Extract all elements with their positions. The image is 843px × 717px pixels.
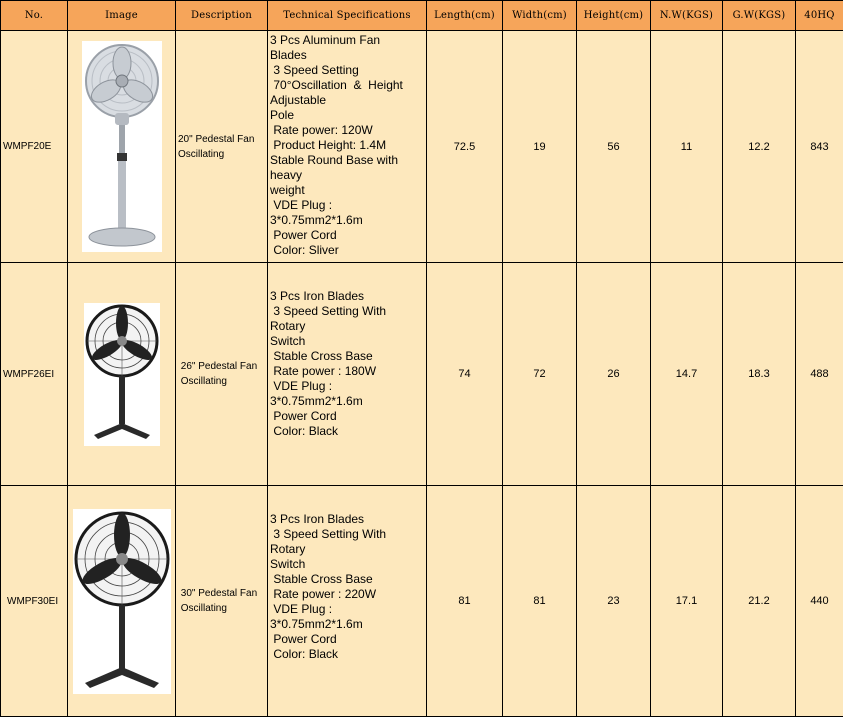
- model-cell: WMPF20E: [1, 31, 68, 263]
- header-length: Length(cm): [427, 1, 503, 31]
- black-industrial-fan-icon: [73, 509, 171, 694]
- header-row: [1, 1, 843, 31]
- header-description: Description: [176, 1, 268, 31]
- nw-cell: 17.1: [651, 486, 723, 717]
- gw-cell: 18.3: [723, 263, 796, 486]
- table-row: [1, 263, 843, 486]
- specs-cell: 3 Pcs Iron Blades 3 Speed Setting With Rotary Switch Stable Cross Base Rate power : 180W VDE Plug : 3*0.75mm2*1.6m Power Cord Color: Black: [268, 263, 427, 486]
- image-cell: [68, 486, 176, 717]
- model-cell: WMPF26EI: [1, 263, 68, 486]
- table-row: [1, 486, 843, 717]
- description-text: 20" Pedestal Fan Oscillating: [178, 134, 254, 160]
- width-cell: 81: [503, 486, 577, 717]
- header-no: No.: [1, 1, 68, 31]
- header-nw: N.W(KGS): [651, 1, 723, 31]
- height-cell: 26: [577, 263, 651, 486]
- height-cell: 23: [577, 486, 651, 717]
- black-industrial-fan-icon: [84, 303, 160, 446]
- specs-cell: 3 Pcs Aluminum Fan Blades 3 Speed Setting 70°Oscillation & Height Adjustable Pole Rate power: 120W Product Height: 1.4M Stable Round Base with heavy weight VDE Plug : 3*0.75mm2*1.6m Power Cord Color: Sliver: [268, 31, 427, 263]
- description-cell: [176, 263, 268, 486]
- hq-cell: 440: [796, 486, 843, 717]
- header-gw: G.W(KGS): [723, 1, 796, 31]
- length-cell: 81: [427, 486, 503, 717]
- table-row: [1, 31, 843, 263]
- header-height: Height(cm): [577, 1, 651, 31]
- header-image: Image: [68, 1, 176, 31]
- image-cell: [68, 31, 176, 263]
- header-40hq: 40HQ: [796, 1, 843, 31]
- specs-cell: 3 Pcs Iron Blades 3 Speed Setting With Rotary Switch Stable Cross Base Rate power : 220W VDE Plug : 3*0.75mm2*1.6m Power Cord Color: Black: [268, 486, 427, 717]
- model-cell: WMPF30EI: [1, 486, 68, 717]
- header-specs: Technical Specifications: [268, 1, 427, 31]
- hq-cell: 488: [796, 263, 843, 486]
- description-text: 30" Pedestal Fan Oscillating: [178, 588, 257, 614]
- length-cell: 74: [427, 263, 503, 486]
- height-cell: 56: [577, 31, 651, 263]
- gw-cell: 12.2: [723, 31, 796, 263]
- description-cell: [176, 486, 268, 717]
- width-cell: 19: [503, 31, 577, 263]
- image-cell: [68, 263, 176, 486]
- description-cell: [176, 31, 268, 263]
- hq-cell: 843: [796, 31, 843, 263]
- length-cell: 72.5: [427, 31, 503, 263]
- silver-pedestal-fan-icon: [82, 41, 162, 252]
- nw-cell: 14.7: [651, 263, 723, 486]
- width-cell: 72: [503, 263, 577, 486]
- header-width: Width(cm): [503, 1, 577, 31]
- nw-cell: 11: [651, 31, 723, 263]
- description-text: 26" Pedestal Fan Oscillating: [178, 361, 257, 387]
- gw-cell: 21.2: [723, 486, 796, 717]
